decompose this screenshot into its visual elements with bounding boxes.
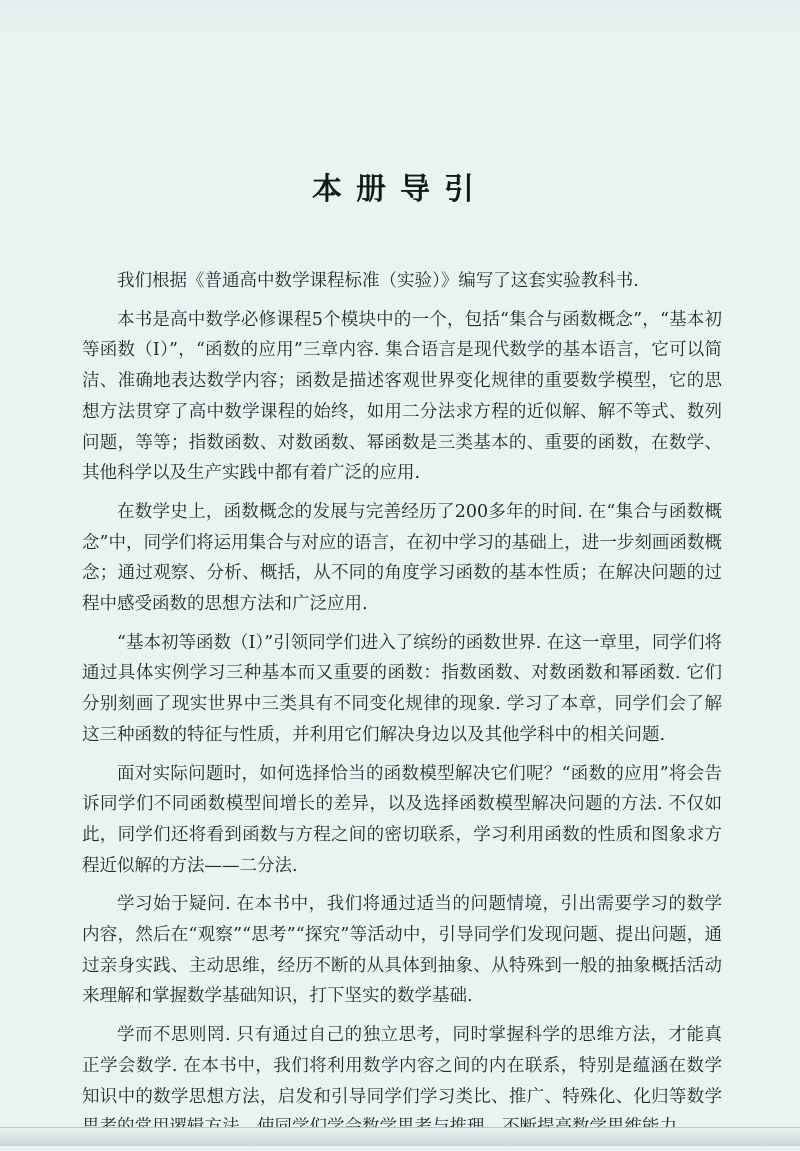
document-body bbox=[82, 266, 722, 1151]
page-title: 本册导引 bbox=[312, 172, 488, 207]
paragraph-5: 面对实际问题时，如何选择恰当的函数模型解决它们呢？“函数的应用”将会告诉同学们不同函数模型间增长的差异，以及选择函数模型解决问题的方法. 不仅如此，同学们还将看到函数与方程之间的密切联系，学习利用函数的性质和图象求方程近似解的方法——二分法. bbox=[82, 763, 722, 876]
page-top-band bbox=[0, 0, 800, 60]
page-bottom-edge bbox=[0, 1127, 800, 1146]
paragraph-1: 我们根据《普通高中数学课程标准（实验）》编写了这套实验教科书. bbox=[117, 271, 639, 291]
paragraph-4: “基本初等函数（Ⅰ）”引领同学们进入了缤纷的函数世界. 在这一章里，同学们将通过具体实例学习三种基本而又重要的函数：指数函数、对数函数和幂函数. 它们分别刻画了现实世界中三类具有不同变化规律的现象. 学习了本章，同学们会了解这三种函数的特征与性质，并利用它们解决身边以及其他学科中的相关问题. bbox=[82, 632, 722, 745]
paragraph-6: 学习始于疑问. 在本书中，我们将通过适当的问题情境，引出需要学习的数学内容，然后在“观察”“思考”“探究”等活动中，引导同学们发现问题、提出问题，通过亲身实践、主动思维，经历不断的从具体到抽象、从特殊到一般的抽象概括活动来理解和掌握数学基础知识，打下坚实的数学基础. bbox=[82, 894, 722, 1007]
paragraph-7: 学而不思则罔. 只有通过自己的独立思考，同时掌握科学的思维方法，才能真正学会数学. 在本书中，我们将利用数学内容之间的内在联系，特别是蕴涵在数学知识中的数学思想方法，启发和引导同学们学习类比、推广、特殊化、化归等数学 bbox=[82, 1025, 722, 1107]
paragraph-3: 在数学史上，函数概念的发展与完善经历了200多年的时间. 在“集合与函数概念”中，同学们将运用集合与对应的语言，在初中学习的基础上，进一步刻画函数概念；通过观察、分析、概括，从不同的角度学习函数的基本性质；在解决问题的过程中感受函数的思想方法和广泛应用. bbox=[82, 501, 722, 615]
paragraph-2: 本书是高中数学必修课程5个模块中的一个，包括“集合与函数概念”，“基本初等函数（Ⅰ）”，“函数的应用”三章内容. 集合语言是现代数学的基本语言，它可以简洁、准确地表达数学内容；函数是描述客观世界变化规律的重要数学模型，它的思想方法贯穿了高中数学课程的始终，如用二分法求方程的近似解、解不等式、数列问题，等等；指数函数、对数函数、幂函数是三类基本的、重要的函数，在数学、其他科学以及生产实践中都有着广泛的应用. bbox=[82, 309, 722, 484]
